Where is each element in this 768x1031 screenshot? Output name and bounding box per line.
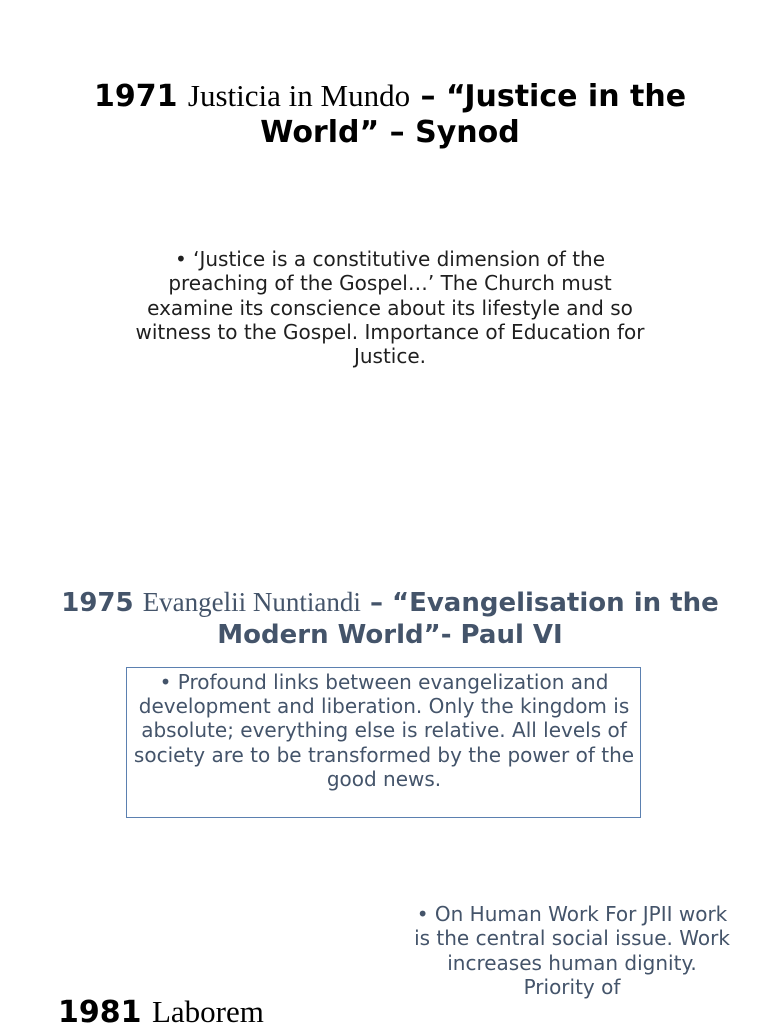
slide2-title xyxy=(60,586,720,651)
slide1-title-latin: Justicia in Mundo xyxy=(187,78,411,113)
slide3-body: On Human Work For JPII work is the central social issue. Work increases human dignity. Priority of xyxy=(414,902,730,999)
slide3-title xyxy=(58,994,264,1031)
slide2-title-latin: Evangelii Nuntiandi xyxy=(142,587,361,617)
slide2-title-year: 1975 xyxy=(61,588,134,618)
slide3-title-year: 1981 xyxy=(58,995,142,1030)
slide3-title-latin: Laborem xyxy=(151,994,264,1029)
slide1-title xyxy=(60,78,720,151)
slide1-body: ‘Justice is a constitutive dimension of the preaching of the Gospel…’ The Church must examine its conscience about its lifestyle and so witness to the Gospel. Importance of Education for Justice. xyxy=(135,247,645,369)
slide2-title-rest: – “Evangelisation in the Modern World”- Paul VI xyxy=(217,588,719,650)
bullet-icon: • xyxy=(159,670,172,694)
slide2-bullet-text xyxy=(130,670,638,791)
bullet-icon: • xyxy=(416,902,429,926)
slide1-title-year: 1971 xyxy=(93,79,178,114)
bullet-icon: • xyxy=(174,247,187,271)
slide2-body: Profound links between evangelization and development and liberation. Only the kingdom is absolute; everything else is relative. All levels of society are to be transformed by the power of the good news. xyxy=(133,670,635,791)
slide1-bullet-text xyxy=(130,247,650,368)
slide1-title-rest: – “Justice in the World” – Synod xyxy=(260,79,687,150)
slide3-bullet-text xyxy=(412,902,732,999)
